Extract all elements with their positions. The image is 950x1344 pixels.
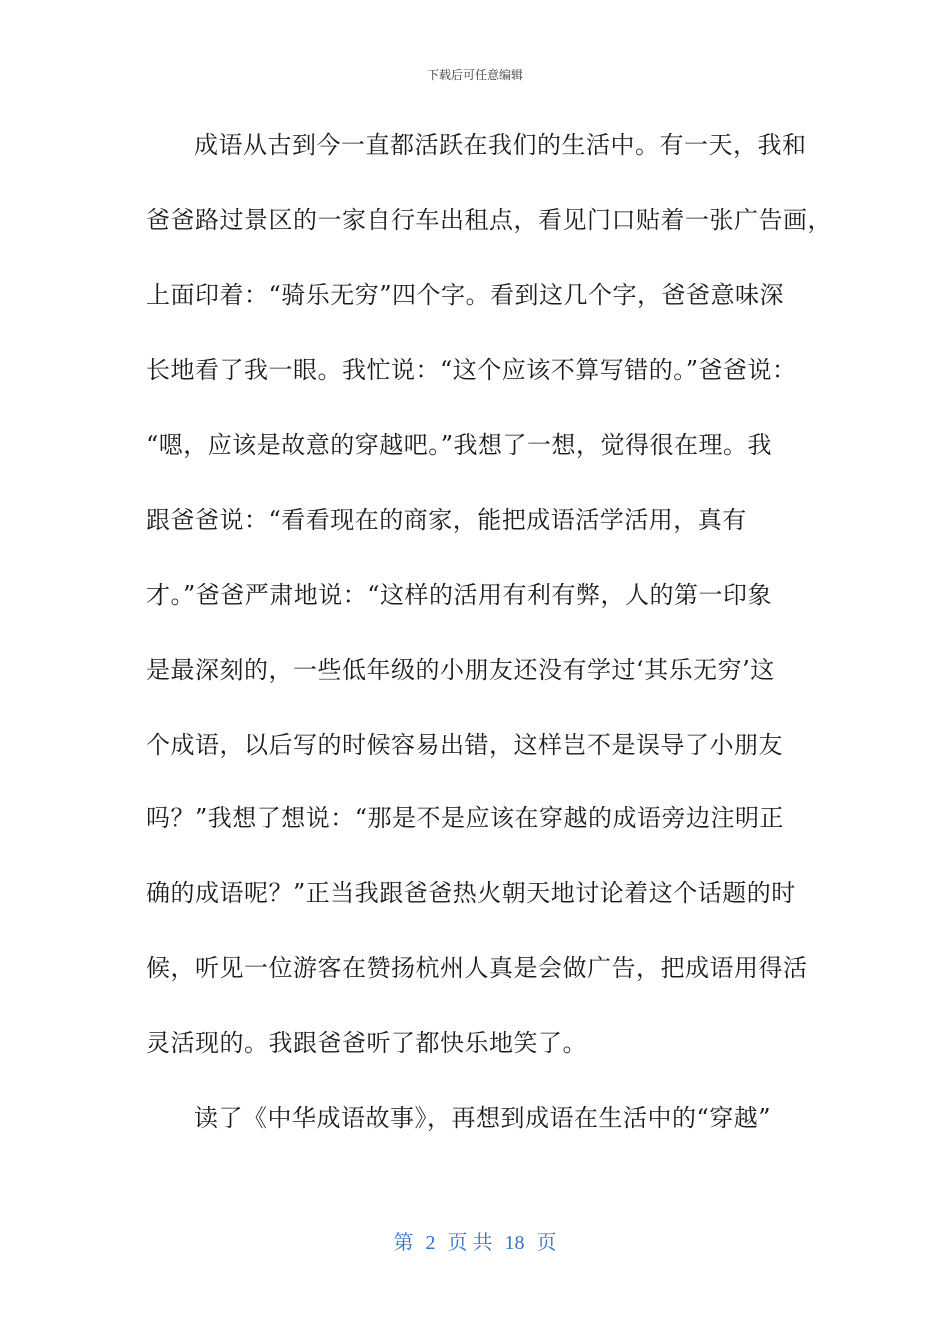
paragraph-line: “嗯，应该是故意的穿越吧。”我想了一想，觉得很在理。我 xyxy=(146,431,773,459)
paragraph-line: 跟爸爸说：“看看现在的商家，能把成语活学活用，真有 xyxy=(146,506,747,534)
paragraph-line: 个成语，以后写的时候容易出错，这样岂不是误导了小朋友 xyxy=(146,731,783,759)
footer-total-pages: 18 xyxy=(504,1232,525,1254)
paragraph-line: 才。”爸爸严肃地说：“这样的活用有利有弊，人的第一印象 xyxy=(146,581,773,609)
footer-suffix: 页 xyxy=(536,1232,557,1254)
paragraph-line: 上面印着：“骑乐无穷”四个字。看到这几个字，爸爸意味深 xyxy=(146,281,785,309)
footer-page-number: 2 xyxy=(425,1232,436,1254)
paragraph-line: 吗？”我想了想说：“那是不是应该在穿越的成语旁边注明正 xyxy=(146,804,785,832)
footer-prefix: 第 xyxy=(393,1232,414,1254)
paragraph-line: 爸爸路过景区的一家自行车出租点，看见门口贴着一张广告画， xyxy=(146,206,832,234)
paragraph-line: 成语从古到今一直都活跃在我们的生活中。有一天，我和 xyxy=(194,131,807,159)
paragraph-line: 确的成语呢？”正当我跟爸爸热火朝天地讨论着这个话题的时 xyxy=(146,879,796,907)
page-number-footer xyxy=(0,1226,950,1255)
paragraph-line: 读了《中华成语故事》，再想到成语在生活中的“穿越” xyxy=(194,1104,772,1132)
paragraph-line: 候，听见一位游客在赞扬杭州人真是会做广告，把成语用得活 xyxy=(146,954,808,982)
footer-middle: 页 共 xyxy=(447,1232,493,1254)
paragraph-line: 是最深刻的，一些低年级的小朋友还没有学过‘其乐无穷’这 xyxy=(146,656,775,684)
paragraph-line: 灵活现的。我跟爸爸听了都快乐地笑了。 xyxy=(146,1029,587,1057)
page-header: 下载后可任意编辑 xyxy=(426,68,523,82)
paragraph-line: 长地看了我一眼。我忙说：“这个应该不算写错的。”爸爸说： xyxy=(146,356,797,384)
